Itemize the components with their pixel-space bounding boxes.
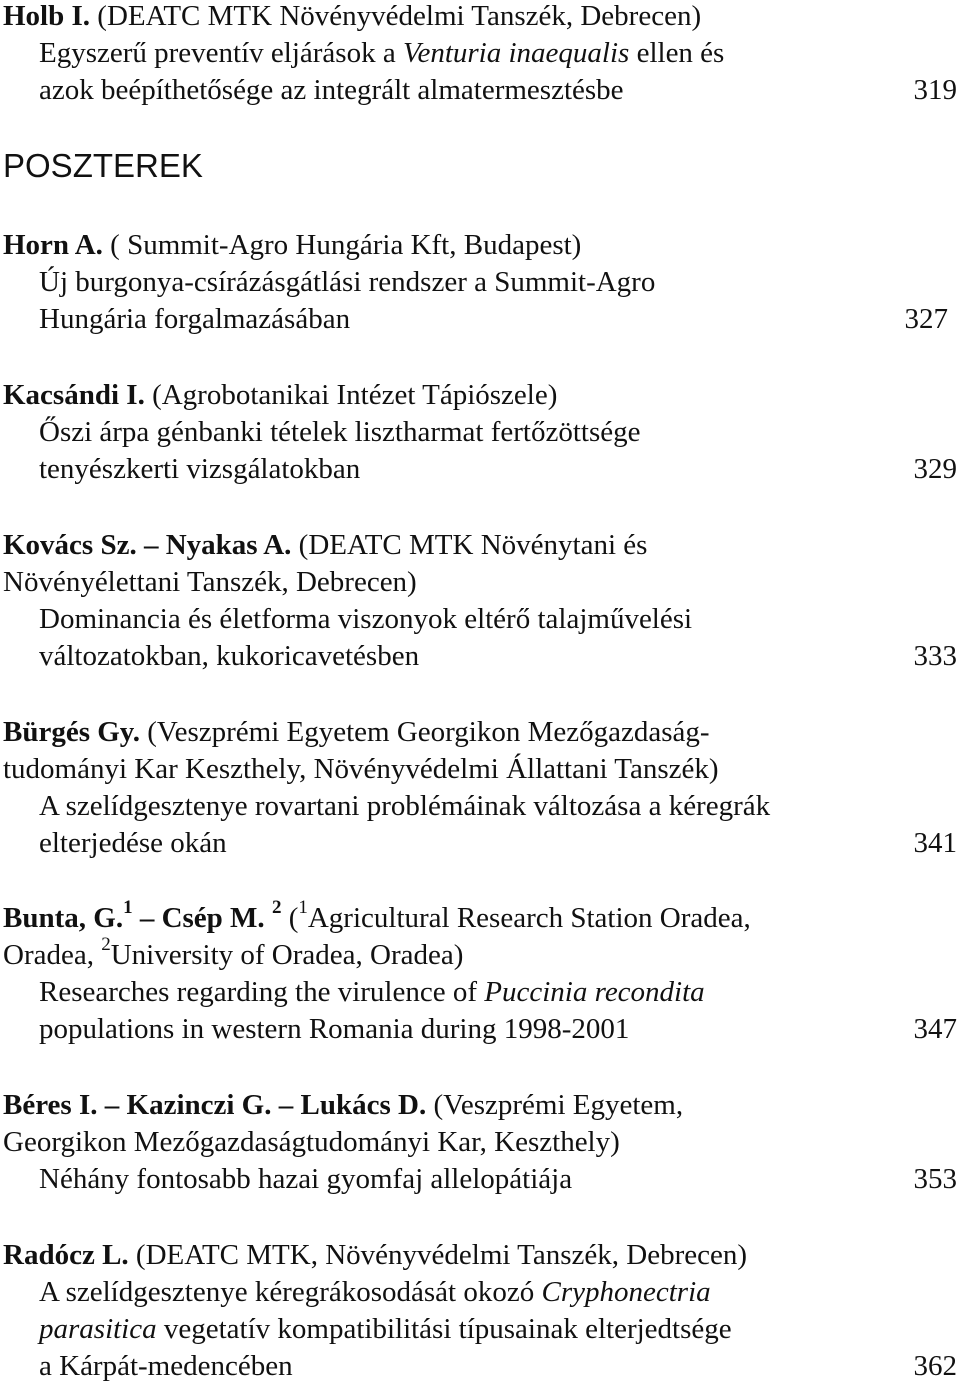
- entry-affiliation: (DEATC MTK Növényvédelmi Tanszék, Debrecen): [97, 0, 702, 32]
- species-name: Venturia inaequalis: [402, 37, 630, 69]
- entry-author: Csép M.: [161, 902, 265, 934]
- entry-affiliation: (DEATC MTK Növénytani és: [298, 529, 648, 561]
- entry-author: Kazinczi G.: [126, 1089, 272, 1121]
- species-name: Cryphonectria: [541, 1276, 711, 1308]
- footnote-mark: 1: [123, 897, 133, 919]
- toc-entry-beres: [3, 1087, 957, 1198]
- section-heading: POSZTEREK: [3, 147, 203, 184]
- footnote-mark: 2: [271, 897, 282, 919]
- page-number: 353: [913, 1163, 957, 1195]
- entry-author: Horn A.: [3, 229, 103, 261]
- entry-affiliation-cont: Georgikon Mezőgazdaságtudományi Kar, Keszthely): [3, 1126, 620, 1158]
- entry-author: Bunta, G.: [3, 902, 124, 934]
- entry-title-cont: populations in western Romania during 1998-2001: [39, 1013, 630, 1045]
- entry-title-cont: változatokban, kukoricavetésben: [39, 640, 420, 672]
- entry-affiliation: (DEATC MTK, Növényvédelmi Tanszék, Debrecen): [135, 1239, 748, 1271]
- footnote-mark: 2: [101, 934, 111, 956]
- entry-title-cont: ellen és: [636, 37, 725, 69]
- entry-author: Radócz L.: [3, 1239, 129, 1271]
- author-separator: –: [278, 1089, 294, 1121]
- entry-title: Néhány fontosabb hazai gyomfaj allelopátiája: [39, 1163, 573, 1195]
- page-number: 327: [904, 303, 948, 335]
- entry-author: Béres I.: [3, 1089, 98, 1121]
- author-separator: –: [143, 529, 159, 561]
- entry-title-cont: a Kárpát-medencében: [39, 1350, 293, 1382]
- entry-affiliation: (Veszprémi Egyetem,: [433, 1089, 684, 1121]
- entry-title: A szelídgesztenye rovartani problémáinak változása a kéregrák: [39, 790, 771, 822]
- entry-affiliation-cont: University of Oradea, Oradea): [110, 939, 464, 971]
- entry-title-cont: Hungária forgalmazásában: [39, 303, 351, 335]
- entry-affiliation-cont: Oradea,: [3, 939, 94, 971]
- entry-title-cont: elterjedése okán: [39, 827, 227, 859]
- page-number: 347: [913, 1013, 957, 1045]
- author-separator: –: [139, 902, 155, 934]
- toc-entry-burges: [3, 714, 957, 862]
- toc-entry-bunta: [3, 897, 957, 1048]
- page-number: 333: [913, 640, 957, 672]
- entry-affiliation-cont: Növényélettani Tanszék, Debrecen): [3, 566, 417, 598]
- toc-entry-radocz: [3, 1237, 957, 1385]
- species-name: Puccinia recondita: [484, 976, 705, 1008]
- entry-author: Lukács D.: [300, 1089, 427, 1121]
- page-number: 341: [913, 827, 957, 859]
- page-number: 319: [913, 74, 957, 106]
- entry-author: Bürgés Gy.: [3, 716, 140, 748]
- toc-entry-kovacs: [3, 527, 957, 675]
- toc-entry-horn: [3, 227, 957, 338]
- entry-author: Kovács Sz.: [3, 529, 137, 561]
- entry-title-cont: azok beépíthetősége az integrált almatermesztésbe: [39, 74, 624, 106]
- entry-affiliation: (Veszprémi Egyetem Georgikon Mezőgazdaság-: [147, 716, 710, 748]
- entry-author: Nyakas A.: [165, 529, 292, 561]
- species-name-cont: parasitica: [39, 1313, 157, 1345]
- entry-title: Dominancia és életforma viszonyok eltérő talajművelési: [39, 603, 693, 635]
- open-paren: (: [288, 902, 299, 934]
- entry-affiliation-cont: tudományi Kar Keszthely, Növényvédelmi Állattani Tanszék): [3, 753, 719, 785]
- entry-affiliation: Agricultural Research Station Oradea,: [307, 902, 751, 934]
- entry-author: Kacsándi I.: [3, 379, 145, 411]
- entry-author: Holb I.: [3, 0, 91, 32]
- entry-title: A szelídgesztenye kéregrákosodását okozó: [39, 1276, 535, 1308]
- toc-entry-holb: [3, 0, 957, 109]
- entry-title-cont: tenyészkerti vizsgálatokban: [39, 453, 361, 485]
- footnote-mark: 1: [298, 897, 308, 919]
- entry-title: Researches regarding the virulence of: [39, 976, 478, 1008]
- entry-title: Őszi árpa génbanki tételek lisztharmat fertőzöttsége: [39, 416, 641, 448]
- entry-title-cont: vegetatív kompatibilitási típusainak elterjedtsége: [163, 1313, 732, 1345]
- entry-title: Új burgonya-csírázásgátlási rendszer a Summit-Agro: [39, 266, 656, 298]
- author-separator: –: [104, 1089, 120, 1121]
- page-number: 362: [913, 1350, 957, 1382]
- page-number: 329: [913, 453, 957, 485]
- entry-affiliation: (Agrobotanikai Intézet Tápiószele): [152, 379, 558, 411]
- entry-title: Egyszerű preventív eljárások a: [39, 37, 396, 69]
- entry-affiliation: ( Summit-Agro Hungária Kft, Budapest): [110, 229, 582, 261]
- toc-entry-kacsandi: [3, 377, 957, 488]
